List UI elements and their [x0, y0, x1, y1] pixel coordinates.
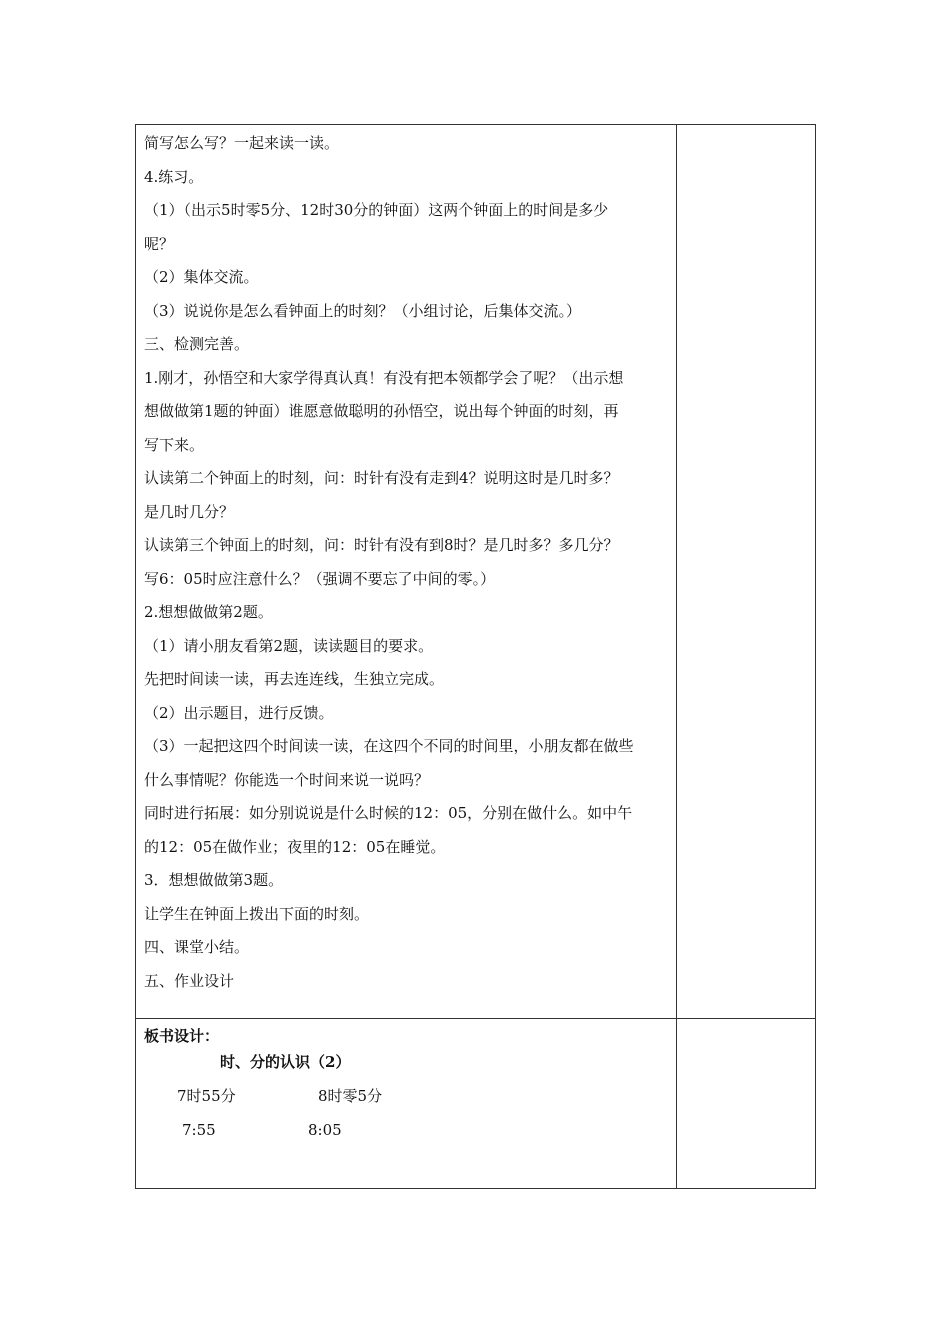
lesson-line: 五、作业设计 — [144, 971, 235, 990]
lesson-line: （1）（出示5时零5分、12时30分的钟面）这两个钟面上的时间是多少 — [144, 201, 609, 219]
board-design-cell — [136, 1019, 677, 1189]
lesson-line: 是几时几分？ — [144, 502, 235, 521]
board-time1-digits: 7:55 — [182, 1121, 216, 1139]
board-side-cell — [676, 1019, 815, 1189]
lesson-line: （2）出示题目，进行反馈。 — [144, 703, 334, 722]
lesson-line: （3）一起把这四个时间读一读，在这四个不同的时间里，小朋友都在做些 — [144, 737, 634, 755]
lesson-content-cell — [136, 125, 677, 1019]
lesson-line: （3）说说你是怎么看钟面上的时刻？（小组讨论，后集体交流。） — [144, 301, 582, 320]
lesson-line: 简写怎么写？一起来读一读。 — [144, 134, 340, 152]
lesson-lines — [144, 127, 668, 998]
lesson-line: 1.刚才，孙悟空和大家学得真认真！有没有把本领都学会了呢？（出示想 — [144, 368, 624, 387]
side-notes-cell — [676, 125, 815, 1019]
lesson-line: 想做做第1题的钟面）谁愿意做聪明的孙悟空，说出每个钟面的时刻，再 — [144, 402, 619, 420]
board-design-label: 板书设计： — [144, 1027, 220, 1045]
lesson-line: 认读第二个钟面上的时刻，问：时针有没有走到4？说明这时是几时多？ — [144, 469, 619, 487]
lesson-line: （2）集体交流。 — [144, 268, 259, 286]
lesson-line: 四、课堂小结。 — [144, 938, 250, 956]
lesson-line: 先把时间读一读，再去连连线，生独立完成。 — [144, 670, 445, 688]
lesson-line: 写6：05时应注意什么？（强调不要忘了中间的零。） — [144, 569, 496, 588]
board-subtitle: 时、分的认识（2） — [220, 1053, 351, 1071]
lesson-line: 呢？ — [144, 234, 175, 253]
lesson-line: （1）请小朋友看第2题，读读题目的要求。 — [144, 636, 434, 655]
lesson-line: 什么事情呢？你能选一个时间来说一说吗？ — [144, 770, 430, 789]
lesson-plan-table — [135, 124, 816, 1189]
lesson-line: 三、检测完善。 — [144, 335, 250, 353]
lesson-line: 认读第三个钟面上的时刻，问：时针有没有到8时？是几时多？多几分？ — [144, 536, 619, 554]
board-time2-text: 8时零5分 — [318, 1087, 383, 1105]
lesson-line: 4.练习。 — [144, 167, 204, 186]
lesson-line: 2.想想做做第2题。 — [144, 603, 273, 621]
lesson-line: 的12：05在做作业；夜里的12：05在睡觉。 — [144, 837, 446, 856]
lesson-line: 写下来。 — [144, 435, 205, 454]
board-row — [136, 1019, 816, 1189]
lesson-row — [136, 125, 816, 1019]
lesson-line: 同时进行拓展：如分别说说是什么时候的12：05，分别在做什么。如中午 — [144, 804, 633, 822]
lesson-line: 3．想想做做第3题。 — [144, 871, 284, 889]
lesson-line: 让学生在钟面上拨出下面的时刻。 — [144, 904, 370, 923]
board-time2-digits: 8:05 — [308, 1121, 342, 1139]
board-time1-text: 7时55分 — [177, 1087, 236, 1105]
